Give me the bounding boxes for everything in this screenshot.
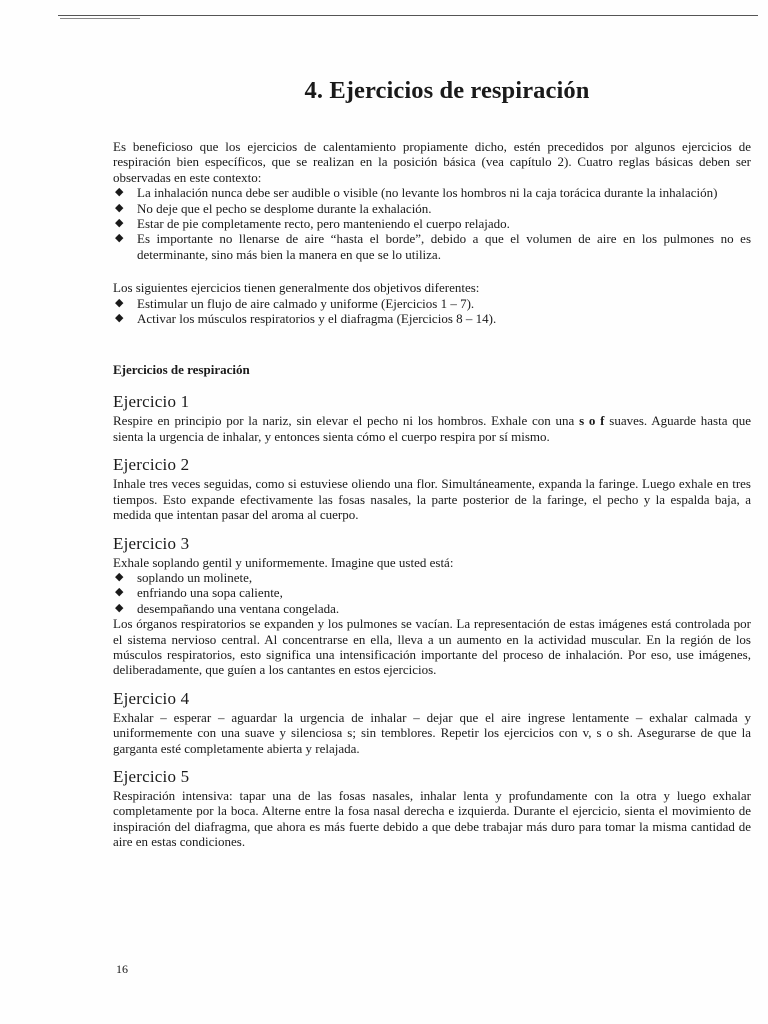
exercise-heading: Ejercicio 2 bbox=[113, 455, 190, 475]
rules-list bbox=[113, 185, 751, 262]
exercise-lead: Exhale soplando gentil y uniformemente. Imagine que usted está: bbox=[113, 554, 454, 570]
aim-item bbox=[113, 311, 751, 326]
page-number: 16 bbox=[116, 962, 128, 976]
aims-list bbox=[113, 296, 751, 327]
aim-text: Activar los músculos respiratorios y el diafragma (Ejercicios 8 – 14). bbox=[137, 311, 497, 327]
aims-intro: Los siguientes ejercicios tienen generalmente dos objetivos diferentes: bbox=[113, 280, 480, 296]
diamond-bullet-icon: ◆ bbox=[115, 601, 124, 614]
page-body bbox=[113, 70, 751, 850]
diamond-bullet-icon: ◆ bbox=[115, 312, 124, 325]
aim-item bbox=[113, 296, 751, 311]
rule-text: Estar de pie completamente recto, pero manteniendo el cuerpo relajado. bbox=[137, 216, 510, 232]
intro-paragraph: Es beneficioso que los ejercicios de calentamiento propiamente dicho, estén precedidos por algunos ejercicios de respiración bien específicos, que se realizan en la posición básica (vea capítulo 2). Cuatro reglas básicas deben ser observadas en este contexto: bbox=[113, 139, 751, 185]
exercise-item bbox=[113, 570, 751, 585]
exercise-text: Inhale tres veces seguidas, como si estuviese oliendo una flor. Simultáneamente, expanda la faringe. Luego exhale en tres tiempos. Esto expande efectivamente las fosas nasales, la parte posterior de la faringe, el pecho y la espalda baja, a medida que intentan pasar del aroma al cuerpo. bbox=[113, 476, 751, 523]
rule-item bbox=[113, 201, 751, 216]
exercise-text: Exhalar – esperar – aguardar la urgencia de inhalar – dejar que el aire ingrese lentamente – exhalar calmada y uniformemente con una suave y silenciosa s; sin temblores. Repetir los ejercicios con v, s o sh. Asegurarse de que la garganta esté completamente abierta y relajada. bbox=[113, 709, 751, 756]
rule-text: Es importante no llenarse de aire “hasta el borde”, debido a que el volumen de aire en los pulmones no es determinante, sino más bien la manera en que se lo utiliza. bbox=[137, 231, 751, 262]
exercise-item-text: desempañando una ventana congelada. bbox=[137, 600, 340, 616]
exercise-emphasis: s o f bbox=[579, 413, 605, 429]
diamond-bullet-icon: ◆ bbox=[115, 232, 124, 245]
section-heading: Ejercicios de respiración bbox=[113, 362, 250, 378]
diamond-bullet-icon: ◆ bbox=[115, 217, 124, 230]
rule-item bbox=[113, 216, 751, 231]
exercise-item-text: soplando un molinete, bbox=[137, 569, 253, 585]
exercise-heading: Ejercicio 3 bbox=[113, 533, 190, 553]
exercise-text: Respiración intensiva: tapar una de las fosas nasales, inhalar lenta y profundamente con la otra y luego exhalar completamente por la boca. Alterne entre la fosa nasal derecha e izquierda. Durante el ejercicio, sienta el movimiento de inspiración del diafragma, que ahora es más fuerte debido a que debe trabajar más duro para tomar la misma cantidad de aire en estas condiciones. bbox=[113, 787, 751, 850]
exercise-text-part: Respire en principio por la nariz, sin elevar el pecho ni los hombros. Exhale con una bbox=[113, 413, 580, 429]
diamond-bullet-icon: ◆ bbox=[115, 586, 124, 599]
rule-text: La inhalación nunca debe ser audible o visible (no levante los hombros ni la caja torácica durante la inhalación) bbox=[137, 185, 718, 201]
rule-item bbox=[113, 185, 751, 200]
exercise-item-text: enfriando una sopa caliente, bbox=[137, 585, 283, 601]
exercise-text-part: suaves. Aguarde hasta que sienta la urgencia de inhalar, y entonces sienta cómo el cuerpo respira por sí mismo. bbox=[113, 413, 751, 444]
exercise-item bbox=[113, 601, 751, 616]
rule-item bbox=[113, 231, 751, 262]
scan-top-rule bbox=[58, 15, 758, 16]
exercise-text bbox=[113, 413, 751, 444]
scan-top-rule-short bbox=[60, 18, 140, 19]
exercise-items bbox=[113, 570, 751, 616]
exercise-heading: Ejercicio 1 bbox=[113, 392, 190, 412]
diamond-bullet-icon: ◆ bbox=[115, 296, 124, 309]
exercise-heading: Ejercicio 5 bbox=[113, 766, 190, 786]
rule-text: No deje que el pecho se desplome durante la exhalación. bbox=[137, 200, 432, 216]
aim-text: Estimular un flujo de aire calmado y uniforme (Ejercicios 1 – 7). bbox=[137, 295, 475, 311]
chapter-title: 4. Ejercicios de respiración bbox=[304, 77, 590, 104]
diamond-bullet-icon: ◆ bbox=[115, 570, 124, 583]
diamond-bullet-icon: ◆ bbox=[115, 186, 124, 199]
diamond-bullet-icon: ◆ bbox=[115, 201, 124, 214]
exercise-heading: Ejercicio 4 bbox=[113, 688, 190, 708]
exercise-item bbox=[113, 585, 751, 600]
exercise-text: Los órganos respiratorios se expanden y los pulmones se vacían. La representación de estas imágenes está controlada por el sistema nervioso central. Al concentrarse en ella, lleva a un aumento en la actividad muscular. En la región de los músculos respiratorios, esto significa una intensificación importante del proceso de inhalación. Por eso, use imágenes, deliberadamente, que guíen a los cantantes en estos ejercicios. bbox=[113, 616, 751, 678]
